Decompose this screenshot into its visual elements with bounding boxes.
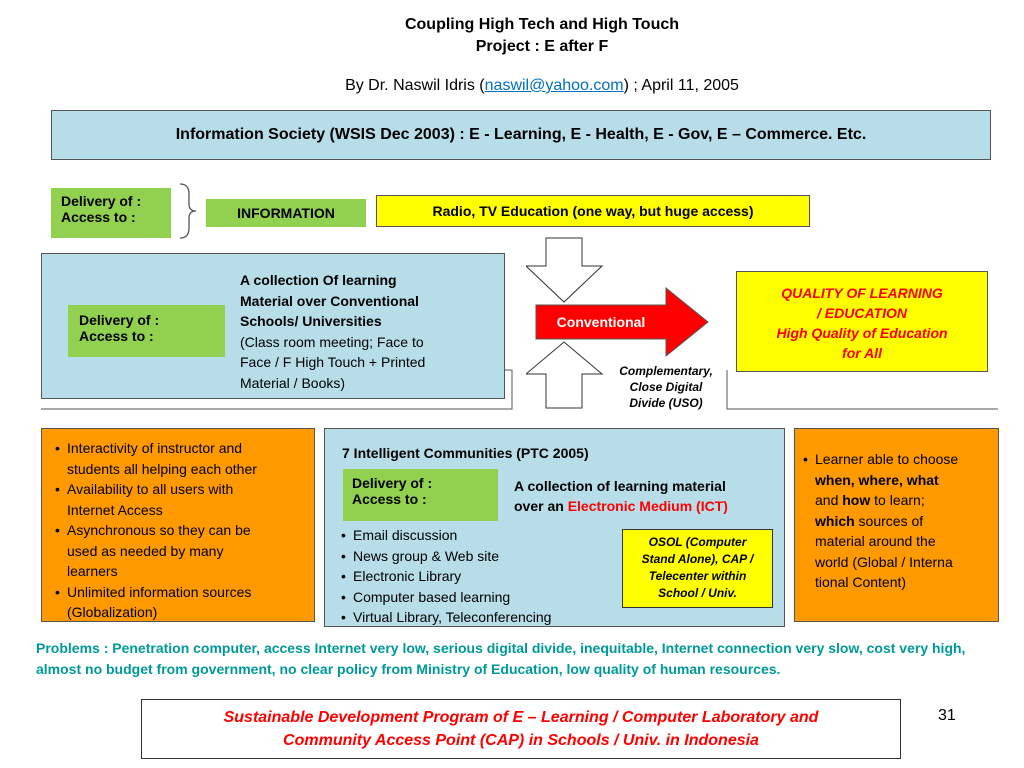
complementary-line: Divide (USO) (629, 396, 703, 410)
list-item: • Asynchronous so they can be used as needed by many learners (55, 520, 308, 582)
osol-line: OSOL (Computer (648, 535, 747, 549)
list-item: • Learner able to choose when, where, what and how to learn; which sources of material around the world (Global / Interna tional Content) (803, 449, 994, 593)
list-item: • Interactivity of instructor and students all helping each other (55, 438, 308, 479)
list-item: • Virtual Library, Teleconferencing (341, 607, 621, 628)
delivery-box-bottom (343, 469, 498, 521)
quality-line: QUALITY OF LEARNING (781, 285, 943, 301)
sustainable-box (141, 699, 901, 759)
electronic-medium-highlight: Electronic Medium (ICT) (567, 498, 728, 514)
byline-suffix: ) ; April 11, 2005 (623, 77, 739, 94)
list-item: • Unlimited information sources (Globalization) (55, 582, 308, 623)
conventional-bold-line: A collection Of learning (240, 272, 397, 288)
list-item: • News group & Web site (341, 546, 621, 567)
radio-tv-box: Radio, TV Education (one way, but huge access) (376, 195, 810, 227)
delivery-line-2: Access to : (61, 209, 136, 225)
information-box: INFORMATION (206, 199, 366, 227)
quality-box (736, 271, 988, 372)
osol-line: Stand Alone), CAP / (641, 552, 754, 566)
delivery-line-2: Access to : (79, 328, 154, 344)
author-email-link[interactable]: naswil@yahoo.com (484, 77, 624, 94)
complementary-line: Complementary, (619, 364, 713, 378)
osol-box (622, 529, 773, 608)
electronic-line-2: over an Electronic Medium (ICT) (514, 498, 728, 514)
list-item: • Computer based learning (341, 587, 621, 608)
quality-line: for All (842, 345, 882, 361)
osol-line: Telecenter within (648, 569, 747, 583)
electronic-description (514, 476, 784, 516)
byline-prefix: By Dr. Naswil Idris ( (345, 77, 485, 94)
communities-title: 7 Intelligent Communities (PTC 2005) (342, 445, 589, 461)
info-society-box: Information Society (WSIS Dec 2003) : E - Learning, E - Health, E - Gov, E – Commerce. Etc. (51, 110, 991, 160)
right-benefits-box (794, 428, 999, 622)
conventional-arrow-label: Conventional (556, 314, 646, 330)
osol-line: School / Univ. (658, 586, 737, 600)
complementary-line: Close Digital (629, 380, 703, 394)
electronic-line-1: A collection of learning material (514, 478, 726, 494)
list-item: • Electronic Library (341, 566, 621, 587)
delivery-line-1: Delivery of : (61, 193, 142, 209)
delivery-line-1: Delivery of : (79, 312, 160, 328)
delivery-line-2: Access to : (352, 491, 427, 507)
title-line-2: Project : E after F (475, 38, 609, 55)
conventional-bold-line: Material over Conventional (240, 292, 419, 309)
conventional-line: Face / F High Touch + Printed (240, 354, 426, 370)
list-item: • Email discussion (341, 525, 621, 546)
conventional-bold-line: Schools/ Universities (240, 313, 382, 329)
delivery-line-1: Delivery of : (352, 475, 433, 491)
left-benefits-box (41, 428, 315, 622)
problems-text: Problems : Penetration computer, access Internet very low, serious digital divide, inequitable, Internet connection very slow, cost very high, almost no budget from government, no clear policy from Ministry of Education, low quality of human resources. (36, 640, 966, 677)
page-number: 31 (938, 707, 956, 724)
conventional-line: (Class room meeting; Face to (240, 333, 424, 350)
quality-line: / EDUCATION (817, 305, 907, 321)
communities-list (341, 525, 621, 628)
list-item: • Availability to all users with Internet Access (55, 479, 308, 520)
title-line-1: Coupling High Tech and High Touch (404, 16, 680, 33)
quality-line: High Quality of Education (776, 325, 948, 341)
sustainable-line: Community Access Point (CAP) in Schools / Univ. in Indonesia (283, 732, 759, 749)
sustainable-line: Sustainable Development Program of E – Learning / Computer Laboratory and (223, 709, 819, 726)
conventional-line: Material / Books) (240, 374, 346, 391)
